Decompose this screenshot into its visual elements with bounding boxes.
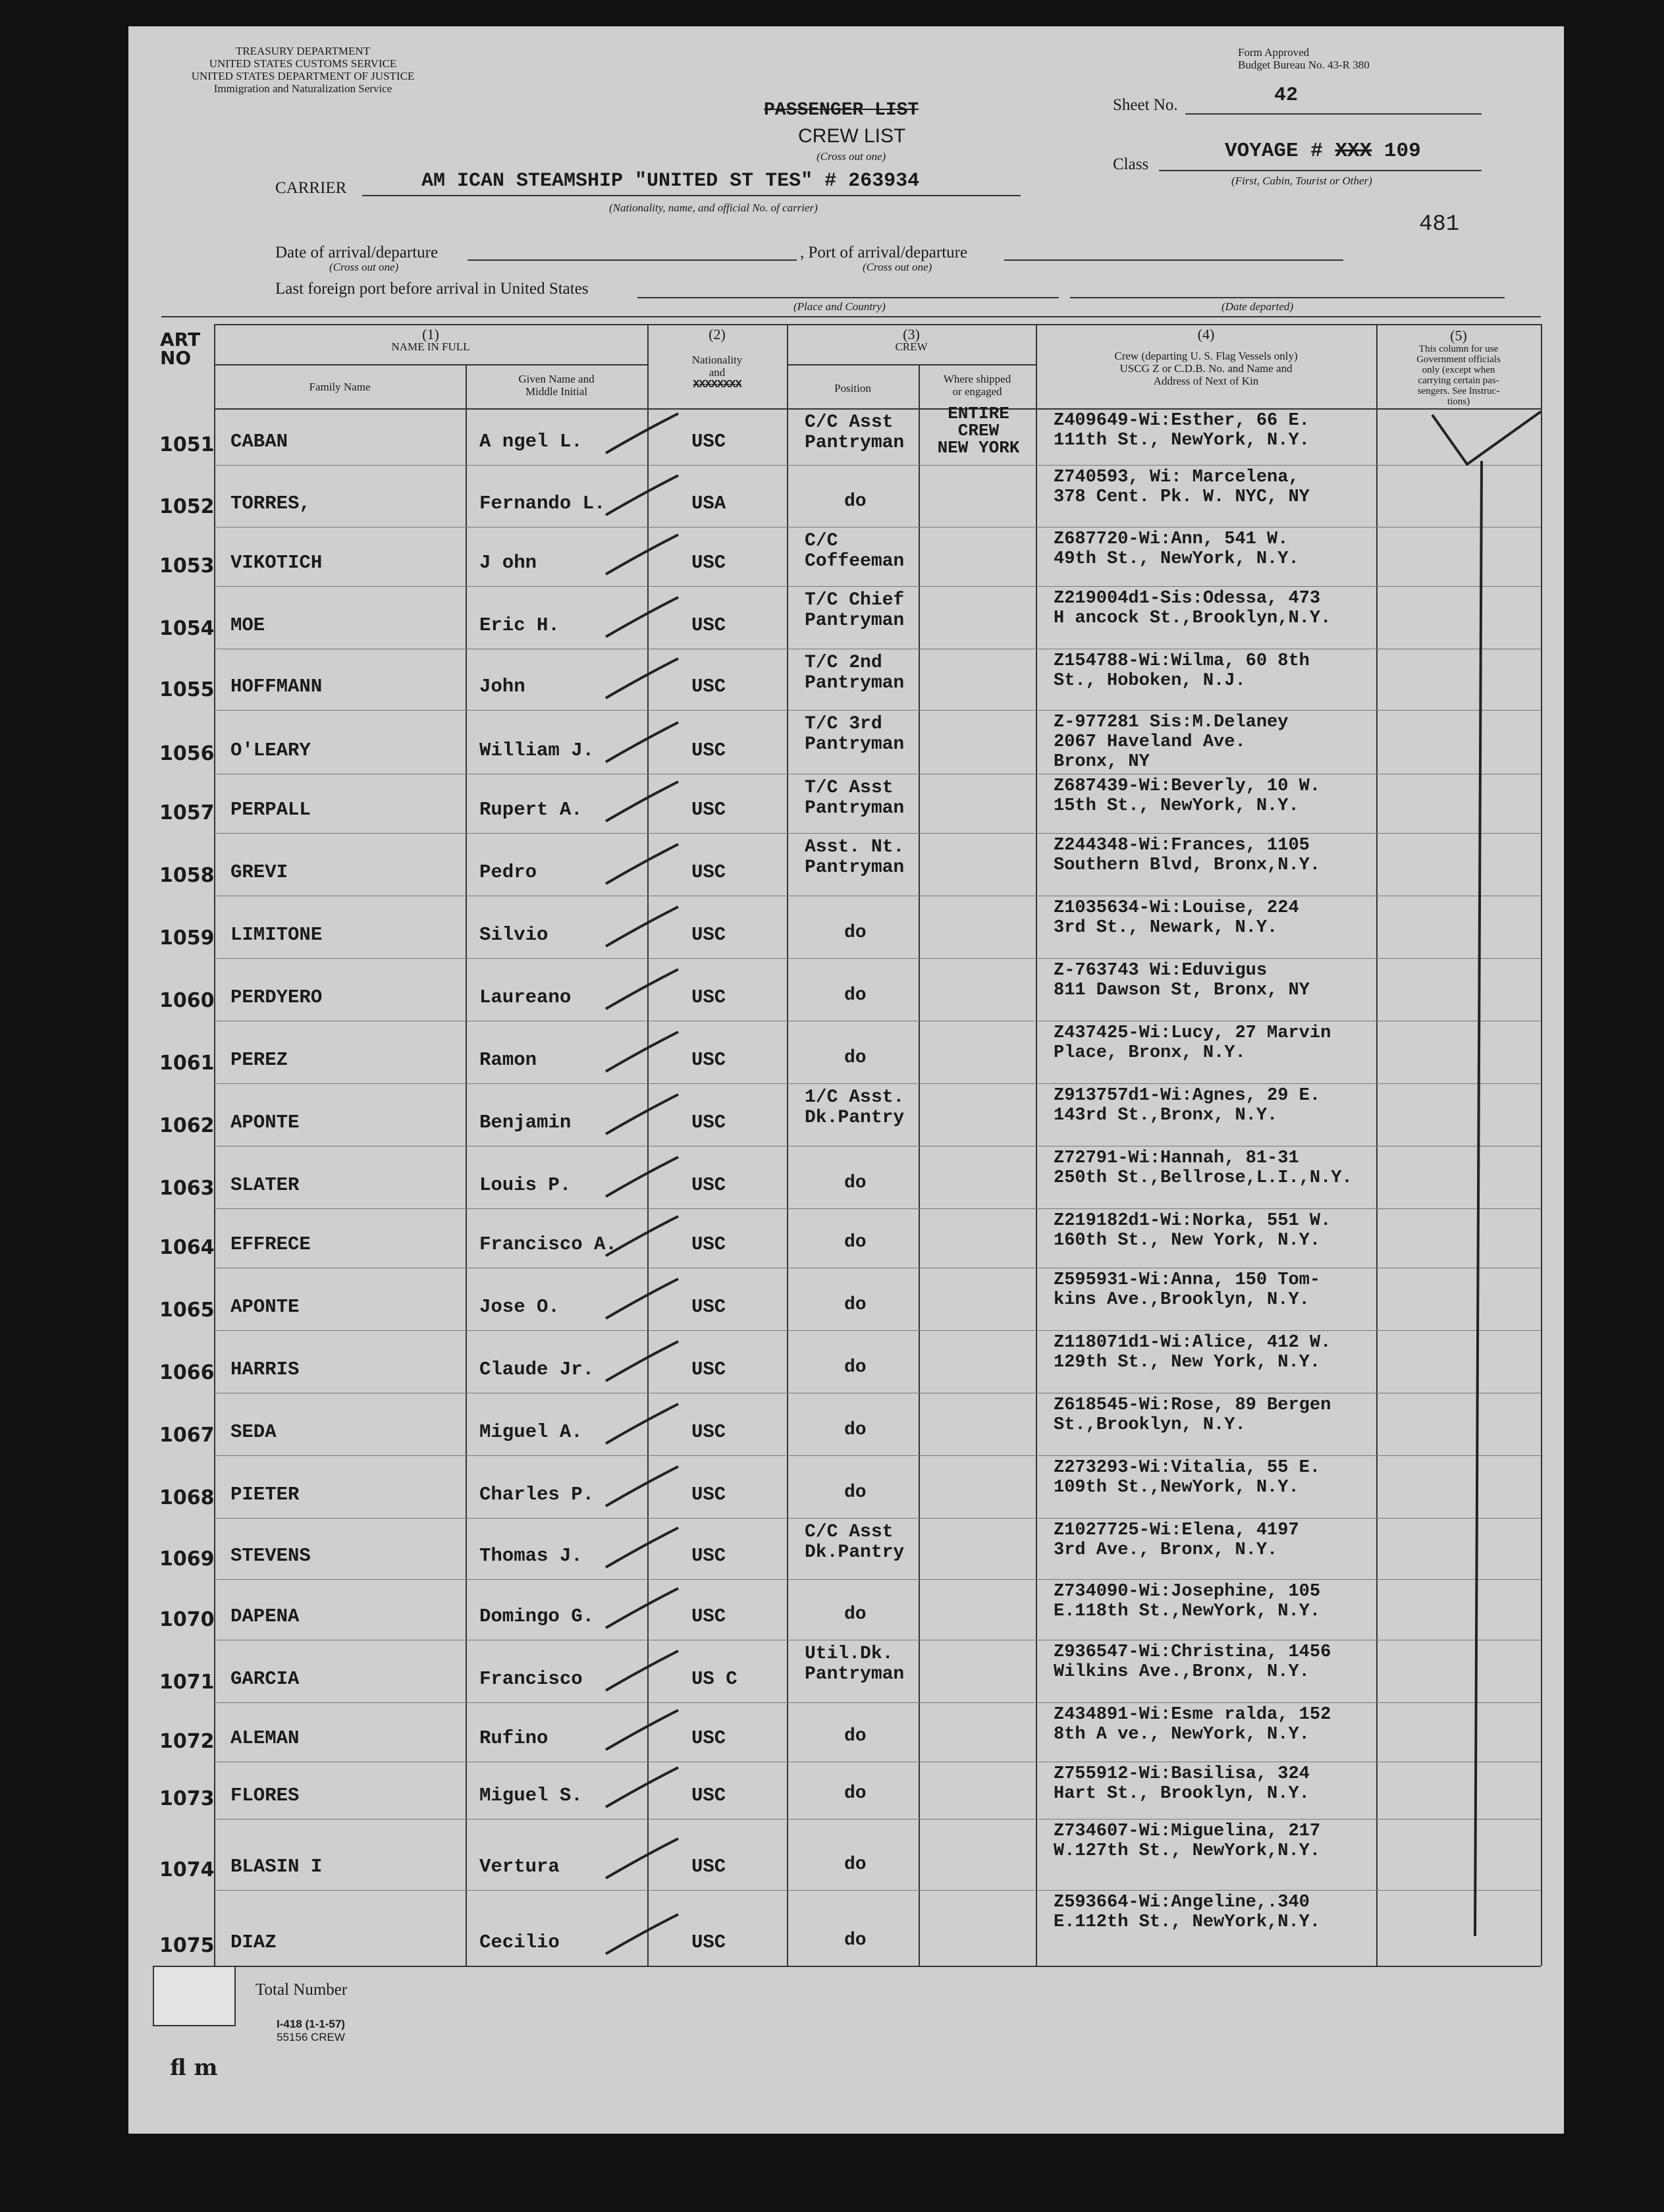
- kin-line: 129th St., New York, N.Y.: [1054, 1353, 1321, 1372]
- class-note: (First, Cabin, Tourist or Other): [1231, 175, 1372, 187]
- kin-line: St., Hoboken, N.J.: [1054, 671, 1246, 691]
- approval-line: Budget Bureau No. 43-R 380: [1238, 59, 1370, 71]
- form-number: I-418 (1-1-57): [277, 2018, 345, 2030]
- kin-line: Z273293-Wi:Vitalia, 55 E.: [1054, 1458, 1321, 1478]
- last-port-label: Last foreign port before arrival in United States: [275, 280, 589, 298]
- voyage-struck: XXX: [1335, 140, 1372, 163]
- given-name: Fernando L.: [479, 493, 606, 514]
- check-stroke: [606, 659, 678, 698]
- position-line: Pantryman: [805, 610, 905, 631]
- col-title: Crew (departing U. S. Flag Vessels only): [1114, 350, 1298, 362]
- col-title: Nationality: [691, 354, 743, 366]
- title-note: (Cross out one): [817, 150, 886, 163]
- art-number: 1058: [159, 864, 215, 887]
- nationality: USC: [691, 1856, 726, 1877]
- position-line: Pantryman: [805, 734, 905, 755]
- position-line: do: [844, 1783, 867, 1804]
- kin-line: Z593664-Wi:Angeline,.340: [1054, 1893, 1310, 1912]
- given-line: Given Name and: [518, 373, 595, 385]
- carrier-label: CARRIER: [275, 179, 347, 197]
- position-line: do: [844, 1854, 867, 1875]
- date-label: Date of arrival/departure: [275, 244, 439, 261]
- kin-line: 378 Cent. Pk. W. NYC, NY: [1054, 487, 1310, 507]
- check-stroke: [606, 597, 678, 637]
- check-stroke: [606, 1032, 678, 1071]
- family-name: DIAZ: [230, 1931, 277, 1953]
- kin-line: Z936547-Wi:Christina, 1456: [1054, 1642, 1331, 1662]
- nationality: USC: [691, 924, 726, 946]
- col-title: This column for use: [1418, 344, 1499, 354]
- family-name: VIKOTICH: [230, 552, 323, 574]
- voyage-prefix: VOYAGE #: [1225, 140, 1323, 163]
- check-stroke: [606, 722, 678, 762]
- nationality: USC: [691, 614, 726, 636]
- nationality: USC: [691, 861, 726, 883]
- position-line: do: [844, 1173, 867, 1193]
- where-line: Where shipped: [943, 373, 1011, 385]
- kin-line: Z913757d1-Wi:Agnes, 29 E.: [1054, 1086, 1321, 1106]
- nationality: USA: [691, 493, 726, 514]
- agency-line: UNITED STATES CUSTOMS SERVICE: [209, 57, 397, 70]
- nationality: USC: [691, 1296, 726, 1318]
- check-stroke: [606, 969, 678, 1009]
- family-name: PERPALL: [230, 799, 311, 821]
- family-name: CABAN: [230, 431, 288, 452]
- position-line: do: [844, 1295, 867, 1315]
- art-number: 1064: [159, 1236, 215, 1259]
- check-stroke: [606, 844, 678, 884]
- kin-line: Wilkins Ave.,Bronx, N.Y.: [1054, 1662, 1310, 1682]
- given-name: Domingo G.: [479, 1605, 595, 1627]
- nationality: USC: [691, 1359, 726, 1380]
- family-name: TORRES,: [230, 493, 311, 514]
- check-stroke: [606, 1341, 678, 1381]
- position-line: do: [844, 1357, 867, 1378]
- position-line: do: [844, 923, 867, 943]
- given-name: Rupert A.: [479, 799, 583, 821]
- port-note: (Cross out one): [863, 261, 932, 273]
- art-number: 1056: [159, 742, 215, 765]
- stamp-number: 481: [1419, 212, 1460, 237]
- col-title: and: [709, 366, 726, 379]
- col-title-struck: XXXXXXXX: [693, 379, 741, 391]
- sheet-number: 42: [1274, 84, 1299, 107]
- family-name: GARCIA: [230, 1668, 300, 1690]
- check-stroke: [606, 782, 678, 821]
- kin-line: Z734607-Wi:Miguelina, 217: [1054, 1821, 1321, 1841]
- art-number: 1063: [159, 1177, 215, 1200]
- position-line: T/C Chief: [805, 590, 905, 610]
- art-number: 1072: [159, 1730, 215, 1753]
- art-number: 1062: [159, 1114, 215, 1137]
- position-line: do: [844, 1420, 867, 1440]
- position-line: T/C Asst: [805, 778, 894, 798]
- art-number: 1067: [159, 1424, 215, 1447]
- check-stroke: [606, 1839, 678, 1878]
- given-name: Ramon: [479, 1049, 537, 1071]
- col-number: (2): [709, 326, 726, 342]
- art-number: 1071: [159, 1671, 215, 1694]
- check-stroke: [606, 907, 678, 946]
- family-name: MOE: [230, 614, 265, 636]
- position-line: Pantryman: [805, 673, 905, 693]
- kin-line: 3rd St., Newark, N.Y.: [1054, 918, 1278, 938]
- art-number: 1075: [159, 1934, 215, 1957]
- given-line: Middle Initial: [525, 385, 587, 398]
- nationality: USC: [691, 676, 726, 697]
- family-name: STEVENS: [230, 1545, 311, 1567]
- nationality: USC: [691, 1727, 726, 1749]
- sheet-label: Sheet No.: [1113, 96, 1178, 114]
- kin-line: Z-763743 Wi:Eduvigus: [1054, 961, 1268, 981]
- kin-line: Z409649-Wi:Esther, 66 E.: [1054, 411, 1310, 431]
- kin-line: 143rd St.,Bronx, N.Y.: [1054, 1106, 1278, 1125]
- family-name: O'LEARY: [230, 740, 311, 761]
- family-name: PIETER: [230, 1484, 300, 1505]
- given-name: Laureano: [479, 986, 572, 1008]
- kin-line: Z-977281 Sis:M.Delaney: [1054, 713, 1289, 732]
- nationality: US C: [691, 1668, 738, 1690]
- kin-line: 15th St., NewYork, N.Y.: [1054, 796, 1299, 816]
- position-line: Pantryman: [805, 857, 905, 878]
- given-name: J ohn: [479, 552, 537, 574]
- kin-line: Z219004d1-Sis:Odessa, 473: [1054, 589, 1321, 608]
- family-name: BLASIN I: [230, 1856, 323, 1877]
- col-title: Address of Next of Kin: [1153, 375, 1259, 387]
- nationality: USC: [691, 1785, 726, 1806]
- art-number: 1073: [159, 1787, 215, 1810]
- position-line: Util.Dk.: [805, 1644, 894, 1664]
- check-stroke: [606, 535, 678, 574]
- carrier-value: AM ICAN STEAMSHIP "UNITED ST TES" # 263934: [421, 170, 920, 192]
- col-number: (4): [1197, 326, 1215, 342]
- art-number: 1070: [159, 1608, 215, 1631]
- class-label: Class: [1113, 155, 1149, 173]
- check-stroke: [606, 414, 678, 453]
- family-name: HOFFMANN: [230, 676, 323, 697]
- position-line: do: [844, 985, 867, 1006]
- art-number: 1059: [159, 927, 215, 950]
- kin-line: Z740593, Wi: Marcelena,: [1054, 468, 1299, 487]
- art-number: 1060: [159, 989, 215, 1012]
- position-line: T/C 3rd: [805, 714, 882, 734]
- art-number: 1057: [159, 801, 215, 824]
- col-title: NAME IN FULL: [391, 340, 470, 353]
- position-line: T/C 2nd: [805, 653, 882, 673]
- agency-line: Immigration and Naturalization Service: [213, 82, 392, 95]
- nationality: USC: [691, 799, 726, 821]
- art-number: 1054: [159, 617, 215, 640]
- check-stroke: [606, 475, 678, 515]
- position-line: C/C Asst: [805, 1522, 894, 1542]
- check-stroke: [606, 1216, 678, 1256]
- kin-line: H ancock St.,Brooklyn,N.Y.: [1054, 608, 1331, 628]
- given-name: Miguel S.: [479, 1785, 583, 1806]
- where-line: or engaged: [952, 385, 1002, 398]
- col-number: (1): [422, 326, 439, 342]
- kin-line: Z755912-Wi:Basilisa, 324: [1054, 1764, 1310, 1784]
- kin-line: 8th A ve., NewYork, N.Y.: [1054, 1725, 1310, 1744]
- family-name-header: Family Name: [309, 381, 371, 393]
- nationality: USC: [691, 1174, 726, 1196]
- nationality: USC: [691, 1421, 726, 1443]
- position-line: Asst. Nt.: [805, 837, 905, 857]
- kin-line: 250th St.,Bellrose,L.I.,N.Y.: [1054, 1168, 1353, 1188]
- family-name: GREVI: [230, 861, 288, 883]
- kin-line: 2067 Haveland Ave.: [1054, 732, 1246, 752]
- place-note: (Place and Country): [793, 300, 886, 313]
- nationality: USC: [691, 1545, 726, 1567]
- col-number: (5): [1450, 327, 1467, 344]
- family-name: EFFRECE: [230, 1233, 311, 1255]
- art-number: 1051: [159, 433, 215, 456]
- family-name: APONTE: [230, 1296, 300, 1318]
- given-name: Miguel A.: [479, 1421, 583, 1443]
- position-line: do: [844, 1930, 867, 1951]
- kin-line: 160th St., New York, N.Y.: [1054, 1231, 1321, 1251]
- given-name: Francisco A.: [479, 1233, 617, 1255]
- page-title: CREW LIST: [798, 125, 906, 147]
- kin-line: Bronx, NY: [1054, 752, 1150, 772]
- initials: fl m: [170, 2055, 218, 2081]
- given-name: Silvio: [479, 924, 549, 946]
- given-name: Rufino: [479, 1727, 549, 1749]
- art-number: 1061: [159, 1052, 215, 1075]
- position-line: do: [844, 1048, 867, 1068]
- kin-line: Z618545-Wi:Rose, 89 Bergen: [1054, 1395, 1331, 1415]
- given-name: Thomas J.: [479, 1545, 583, 1567]
- kin-line: Z434891-Wi:Esme ralda, 152: [1054, 1705, 1331, 1725]
- crew-code: 55156 CREW: [277, 2031, 345, 2043]
- nationality: USC: [691, 740, 726, 761]
- art-number: 1053: [159, 554, 215, 578]
- check-stroke: [606, 1157, 678, 1197]
- check-stroke: [606, 1767, 678, 1807]
- kin-line: E.112th St., NewYork,N.Y.: [1054, 1912, 1321, 1932]
- no-label: NO: [160, 347, 192, 369]
- art-label: ART: [160, 329, 201, 350]
- kin-line: 109th St.,NewYork, N.Y.: [1054, 1478, 1299, 1497]
- kin-line: Z687720-Wi:Ann, 541 W.: [1054, 529, 1289, 549]
- position-line: C/C Asst: [805, 412, 894, 433]
- given-name: John: [479, 676, 525, 697]
- total-number-box: [153, 1966, 236, 2026]
- nationality: USC: [691, 431, 726, 452]
- total-number-label: Total Number: [255, 1981, 348, 1999]
- position-line: Dk.Pantry: [805, 1542, 905, 1563]
- given-name: Cecilio: [479, 1931, 560, 1953]
- position-line: C/C: [805, 531, 838, 551]
- family-name: LIMITONE: [230, 924, 323, 946]
- position-line: Dk.Pantry: [805, 1108, 905, 1128]
- art-number: 1074: [159, 1858, 215, 1881]
- kin-line: 811 Dawson St, Bronx, NY: [1054, 981, 1310, 1000]
- position-line: Pantryman: [805, 1664, 905, 1685]
- position-line: Coffeeman: [805, 551, 905, 572]
- given-name: Jose O.: [479, 1296, 560, 1318]
- kin-line: 3rd Ave., Bronx, N.Y.: [1054, 1540, 1278, 1560]
- shipped-line: NEW YORK: [937, 438, 1020, 458]
- kin-line: W.127th St., NewYork,N.Y.: [1054, 1841, 1321, 1861]
- port-label: , Port of arrival/departure: [800, 244, 968, 261]
- art-number: 1052: [159, 495, 215, 518]
- family-name: PEREZ: [230, 1049, 288, 1071]
- col-title: USCG Z or C.D.B. No. and Name and: [1119, 362, 1293, 375]
- kin-line: Southern Blvd, Bronx,N.Y.: [1054, 855, 1321, 875]
- position-line: do: [844, 1232, 867, 1253]
- col-title: only (except when: [1422, 365, 1495, 375]
- col-number: (3): [903, 326, 920, 342]
- position-header: Position: [834, 382, 871, 394]
- position-line: Pantryman: [805, 433, 905, 453]
- date-note: (Cross out one): [329, 261, 399, 273]
- given-name: Eric H.: [479, 614, 560, 636]
- check-stroke: [606, 1710, 678, 1750]
- kin-line: Hart St., Brooklyn, N.Y.: [1054, 1784, 1310, 1804]
- family-name: DAPENA: [230, 1605, 300, 1627]
- position-line: 1/C Asst.: [805, 1087, 905, 1108]
- kin-line: Z687439-Wi:Beverly, 10 W.: [1054, 776, 1321, 796]
- family-name: APONTE: [230, 1112, 300, 1133]
- shipped-line: ENTIRE: [948, 404, 1009, 423]
- kin-line: kins Ave.,Brooklyn, N.Y.: [1054, 1290, 1310, 1310]
- family-name: ALEMAN: [230, 1727, 300, 1749]
- given-name: William J.: [479, 740, 595, 761]
- given-name: Francisco: [479, 1668, 583, 1690]
- agency-line: UNITED STATES DEPARTMENT OF JUSTICE: [191, 70, 415, 82]
- family-name: SLATER: [230, 1174, 300, 1196]
- family-name: FLORES: [230, 1785, 300, 1806]
- art-number: 1066: [159, 1361, 215, 1384]
- col-title: sengers. See Instruc-: [1417, 386, 1500, 396]
- position-line: Pantryman: [805, 798, 905, 819]
- official-check-mark: [1432, 412, 1541, 1936]
- kin-line: Place, Bronx, N.Y.: [1054, 1043, 1246, 1063]
- position-line: do: [844, 1726, 867, 1746]
- kin-line: Z595931-Wi:Anna, 150 Tom-: [1054, 1270, 1321, 1290]
- col-title: carrying certain pas-: [1418, 375, 1499, 386]
- kin-line: Z118071d1-Wi:Alice, 412 W.: [1054, 1333, 1331, 1353]
- kin-line: St.,Brooklyn, N.Y.: [1054, 1415, 1246, 1435]
- kin-line: Z219182d1-Wi:Norka, 551 W.: [1054, 1211, 1331, 1231]
- kin-line: Z154788-Wi:Wilma, 60 8th: [1054, 651, 1310, 671]
- date-departed-note: (Date departed): [1221, 300, 1294, 313]
- given-name: A ngel L.: [479, 431, 583, 452]
- family-name: HARRIS: [230, 1359, 300, 1380]
- check-stroke: [606, 1528, 678, 1567]
- given-name: Louis P.: [479, 1174, 572, 1196]
- check-stroke: [606, 1588, 678, 1628]
- given-name: Claude Jr.: [479, 1359, 595, 1380]
- nationality: USC: [691, 1931, 726, 1953]
- kin-line: 111th St., NewYork, N.Y.: [1054, 431, 1310, 450]
- given-name: Charles P.: [479, 1484, 595, 1505]
- nationality: USC: [691, 1605, 726, 1627]
- check-stroke: [606, 1651, 678, 1690]
- family-name: PERDYERO: [230, 986, 323, 1008]
- kin-line: Z1035634-Wi:Louise, 224: [1054, 898, 1299, 918]
- art-number: 1055: [159, 678, 215, 701]
- kin-line: Z1027725-Wi:Elena, 4197: [1054, 1521, 1299, 1540]
- kin-line: Z72791-Wi:Hannah, 81-31: [1054, 1148, 1299, 1168]
- given-name: Pedro: [479, 861, 537, 883]
- position-line: do: [844, 491, 867, 512]
- check-stroke: [606, 1404, 678, 1443]
- kin-line: E.118th St.,NewYork, N.Y.: [1054, 1602, 1321, 1621]
- position-line: do: [844, 1482, 867, 1503]
- nationality: USC: [691, 1049, 726, 1071]
- check-stroke: [606, 1094, 678, 1134]
- kin-line: 49th St., NewYork, N.Y.: [1054, 549, 1299, 569]
- title-struck: PASSENGER LIST: [764, 100, 919, 121]
- approval-line: Form Approved: [1238, 46, 1310, 59]
- nationality: USC: [691, 1112, 726, 1133]
- voyage-value: 109: [1383, 140, 1421, 163]
- nationality: USC: [691, 552, 726, 574]
- kin-line: Z734090-Wi:Josephine, 105: [1054, 1582, 1321, 1602]
- check-stroke: [606, 1467, 678, 1506]
- col-title: Government officials: [1416, 354, 1501, 365]
- agency-line: TREASURY DEPARTMENT: [235, 45, 371, 57]
- col-title: tions): [1447, 396, 1470, 407]
- shipped-line: CREW: [957, 421, 1000, 441]
- art-number: 1069: [159, 1548, 215, 1571]
- kin-line: Z437425-Wi:Lucy, 27 Marvin: [1054, 1023, 1331, 1043]
- family-name: SEDA: [230, 1421, 277, 1443]
- given-name: Vertura: [479, 1856, 560, 1877]
- check-stroke: [606, 1279, 678, 1318]
- given-name: Benjamin: [479, 1112, 572, 1133]
- col-title: CREW: [895, 340, 928, 353]
- check-stroke: [606, 1914, 678, 1954]
- nationality: USC: [691, 1233, 726, 1255]
- position-line: do: [844, 1604, 867, 1625]
- carrier-note: (Nationality, name, and official No. of carrier): [609, 202, 818, 214]
- art-number: 1068: [159, 1486, 215, 1509]
- nationality: USC: [691, 986, 726, 1008]
- nationality: USC: [691, 1484, 726, 1505]
- art-number: 1065: [159, 1299, 215, 1322]
- kin-line: Z244348-Wi:Frances, 1105: [1054, 836, 1310, 855]
